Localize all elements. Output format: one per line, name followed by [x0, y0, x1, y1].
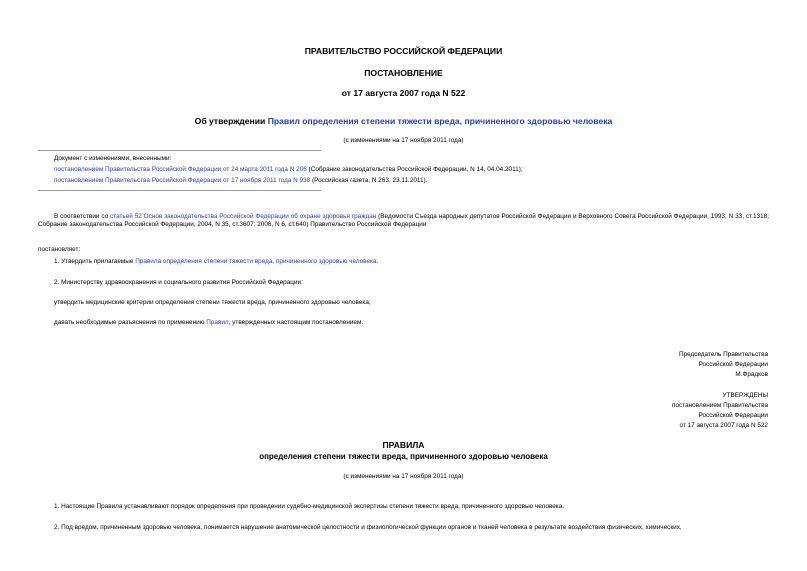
clause-2b-end: , утвержденных настоящим постановлением. — [228, 319, 364, 326]
clause-2b-start: давать необходимые разъяснения по применению — [54, 319, 207, 326]
signature-name: М.Фрадков — [735, 371, 768, 378]
changes-top-divider — [38, 150, 321, 151]
edition-note: (с изменениями на 17 ноября 2011 года) — [343, 137, 464, 144]
clause-1-end: . — [376, 258, 379, 265]
signature-position: Председатель Правительства — [679, 351, 768, 358]
approved-country: Российской Федерации — [698, 412, 768, 419]
title-rules-link[interactable]: Правил определения степени тяжести вреда, причиненного здоровью человека — [267, 116, 613, 126]
document-title — [0, 116, 807, 126]
government-heading: ПРАВИТЕЛЬСТВО РОССИЙСКОЙ ФЕДЕРАЦИИ — [304, 46, 503, 56]
changes-item-2 — [54, 177, 427, 185]
preamble-rest: (Ведомости Съезда народных депутатов Российской Федерации и Верховного Совета Российской Федерации, 1993, N 33, ст.1318; Собрание законодательства Российской Федерации, 2004, N 35, ст.3607; 2006, N 6, ст.640) Правительство Российской Федерации — [38, 213, 770, 228]
clause-2b-rules-link[interactable]: Правил — [206, 319, 229, 326]
clause-1-start: 1. Утвердить прилагаемые — [54, 258, 136, 265]
preamble-paragraph — [38, 213, 769, 229]
approved-date: от 17 августа 2007 года N 522 — [679, 422, 768, 429]
change-link-206[interactable]: постановлением Правительства Российской Федерации от 24 марта 2011 года N 206 — [54, 166, 307, 173]
clause-2a: утвердить медицинские критерии определения степени тяжести вреда, причиненного здоровью человека; — [54, 299, 371, 306]
rule-1: 1. Настоящие Правила устанавливают порядок определения при проведении судебно-медицинской экспертизы степени тяжести вреда, причиненного здоровью человека. — [54, 503, 565, 510]
document-date: от 17 августа 2007 года N 522 — [341, 88, 466, 98]
changes-item-1 — [54, 166, 523, 174]
title-prefix: Об утверждении — [194, 116, 268, 126]
approved-heading: УТВЕРЖДЕНЫ — [722, 392, 768, 399]
approved-by: постановлением Правительства — [672, 402, 768, 409]
preamble-start: В соответствии со — [54, 213, 111, 220]
rules-title: ПРАВИЛА — [382, 440, 425, 450]
changes-bottom-divider — [38, 190, 321, 191]
document-kind: ПОСТАНОВЛЕНИЕ — [364, 68, 443, 78]
article-52-link[interactable]: статьей 52 Основ законодательства Российской Федерации об охране здоровья граждан — [110, 213, 377, 220]
signature-country: Российской Федерации — [698, 361, 768, 368]
clause-2: 2. Министерству здравоохранения и социального развития Российской Федерации: — [54, 279, 303, 286]
clause-1-rules-link[interactable]: Правила определения степени тяжести вреда, причиненного здоровью человека — [135, 258, 377, 265]
decrees-word: постановляет: — [38, 246, 81, 253]
rule-2: 2. Под вредом, причиненным здоровью человека, понимается нарушение анатомической целостности и физиологической функции органов и тканей человека в результате воздействия физических, химических, — [54, 524, 682, 531]
rules-subtitle: определения степени тяжести вреда, причиненного здоровью человека — [259, 452, 548, 461]
rules-edition-note: (с изменениями на 17 ноября 2011 года) — [343, 473, 464, 480]
changes-intro: Документ с изменениями, внесенными: — [54, 155, 172, 162]
clause-1 — [54, 258, 378, 266]
change-link-938[interactable]: постановлением Правительства Российской Федерации от 17 ноября 2011 года N 938 — [54, 177, 311, 184]
clause-2b — [54, 319, 363, 327]
change-item-2-source: (Российская газета, N 263, 23.11.2011). — [310, 177, 428, 184]
change-item-1-source: (Собрание законодательства Российской Федерации, N 14, 04.04.2011); — [306, 166, 523, 173]
